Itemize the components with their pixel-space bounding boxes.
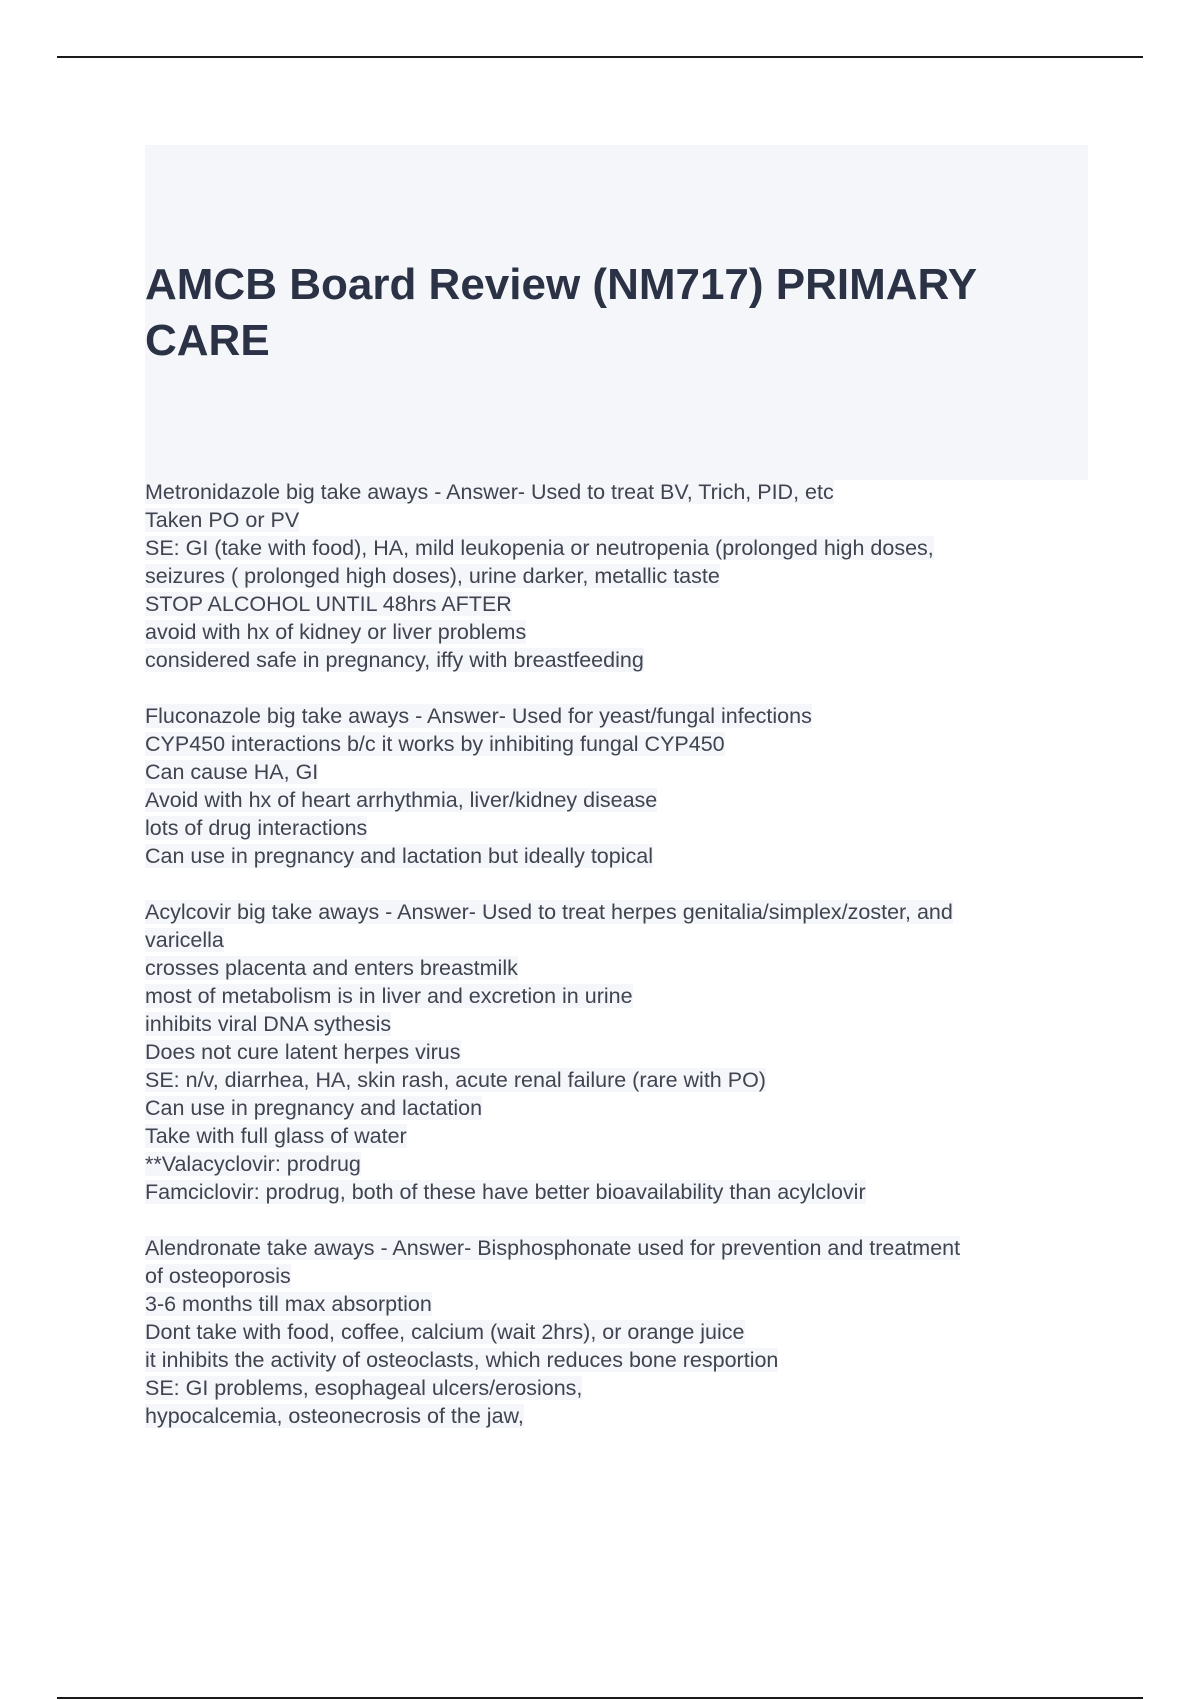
- card-line: Taken PO or PV: [145, 508, 300, 532]
- card-line: **Valacyclovir: prodrug: [145, 1152, 361, 1176]
- card-line: of osteoporosis: [145, 1264, 291, 1288]
- card-line: seizures ( prolonged high doses), urine darker, metallic taste: [145, 564, 720, 588]
- card-line: CYP450 interactions b/c it works by inhibiting fungal CYP450: [145, 732, 725, 756]
- card-line: Dont take with food, coffee, calcium (wait 2hrs), or orange juice: [145, 1320, 745, 1344]
- card-line: Avoid with hx of heart arrhythmia, liver/kidney disease: [145, 788, 658, 812]
- card-line: SE: GI (take with food), HA, mild leukopenia or neutropenia (prolonged high doses,: [145, 536, 934, 560]
- card-line: varicella: [145, 928, 224, 952]
- card-line: it inhibits the activity of osteoclasts, which reduces bone resportion: [145, 1348, 779, 1372]
- card-line: considered safe in pregnancy, iffy with breastfeeding: [145, 648, 644, 672]
- flashcard: [145, 702, 1095, 870]
- card-line: Famciclovir: prodrug, both of these have better bioavailability than acylclovir: [145, 1180, 866, 1204]
- card-line: avoid with hx of kidney or liver problems: [145, 620, 527, 644]
- flashcard: [145, 1234, 1095, 1430]
- card-line: lots of drug interactions: [145, 816, 368, 840]
- card-line: Take with full glass of water: [145, 1124, 407, 1148]
- card-line: Fluconazole big take aways - Answer- Used for yeast/fungal infections: [145, 704, 812, 728]
- card-line: Acylcovir big take aways - Answer- Used to treat herpes genitalia/simplex/zoster, and: [145, 900, 953, 924]
- card-line: SE: n/v, diarrhea, HA, skin rash, acute renal failure (rare with PO): [145, 1068, 766, 1092]
- card-line: Can use in pregnancy and lactation: [145, 1096, 483, 1120]
- title-banner: [145, 145, 1088, 480]
- card-line: Metronidazole big take aways - Answer- Used to treat BV, Trich, PID, etc: [145, 480, 834, 504]
- card-line: 3-6 months till max absorption: [145, 1292, 432, 1316]
- flashcard-list: [145, 478, 1095, 1458]
- card-line: most of metabolism is in liver and excretion in urine: [145, 984, 633, 1008]
- flashcard: [145, 478, 1095, 674]
- card-line: hypocalcemia, osteonecrosis of the jaw,: [145, 1404, 524, 1428]
- flashcard: [145, 898, 1095, 1206]
- card-line: STOP ALCOHOL UNTIL 48hrs AFTER: [145, 592, 512, 616]
- card-line: Alendronate take aways - Answer- Bisphosphonate used for prevention and treatment: [145, 1236, 961, 1260]
- document-title: AMCB Board Review (NM717) PRIMARY CARE: [145, 260, 977, 365]
- card-line: SE: GI problems, esophageal ulcers/erosions,: [145, 1376, 583, 1400]
- card-line: Can use in pregnancy and lactation but ideally topical: [145, 844, 653, 868]
- card-line: Does not cure latent herpes virus: [145, 1040, 461, 1064]
- card-line: Can cause HA, GI: [145, 760, 319, 784]
- card-line: inhibits viral DNA sythesis: [145, 1012, 392, 1036]
- top-divider: [57, 56, 1143, 58]
- bottom-divider: [57, 1697, 1143, 1699]
- card-line: crosses placenta and enters breastmilk: [145, 956, 518, 980]
